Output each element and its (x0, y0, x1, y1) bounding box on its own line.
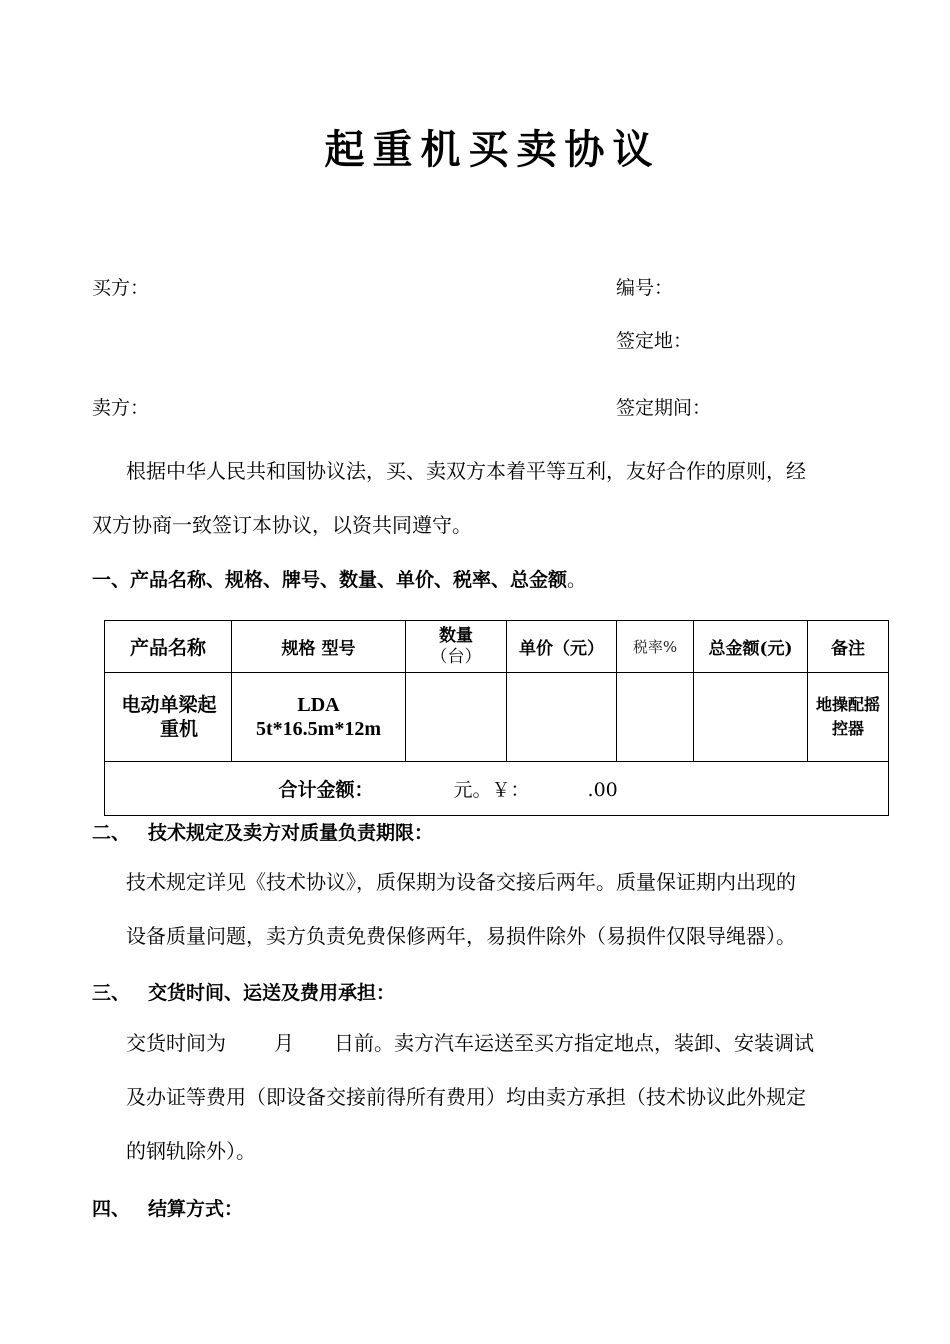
section-1-tail: 。 (567, 569, 587, 591)
section-2-line-2: 设备质量问题，卖方负责免费保修两年，易损件除外（易损件仅限导绳器）。 (126, 924, 796, 948)
section-3-line-2: 及办证等费用（即设备交接前得所有费用）均由卖方承担（技术协议此外规定 (126, 1085, 806, 1109)
document-title: 起重机买卖协议 (324, 126, 661, 173)
model-cell (232, 673, 406, 762)
sign-place-label: 签定地： (616, 330, 693, 352)
total-cell (105, 762, 889, 816)
delivery-time-label: 交货时间为 (126, 1031, 226, 1055)
section-3-line-3: 的钢轨除外）。 (126, 1139, 256, 1163)
section-3-title: 交货时间、运送及费用承担： (148, 982, 396, 1004)
product-name-cell (105, 673, 232, 762)
product-name-line2: 重机 (159, 718, 198, 740)
buyer-label: 买方： (92, 277, 150, 299)
section-3-number: 三、 (92, 982, 131, 1004)
model-line2: 5t*16.5m*12m (256, 718, 381, 740)
section-1-heading (92, 565, 586, 592)
header-unit-price: 单价（元） (507, 621, 617, 673)
header-model: 规格 型号 (232, 621, 406, 673)
header-product-name: 产品名称 (105, 621, 232, 673)
total-cents: .00 (587, 779, 618, 801)
quantity-cell (406, 673, 507, 762)
total-yuan: 元。￥： (453, 779, 530, 801)
unit-price-cell (507, 673, 617, 762)
section-2-title: 技术规定及卖方对质量负责期限： (148, 822, 434, 844)
model-line1: LDA (297, 694, 340, 716)
remark-line2: 控器 (831, 719, 864, 738)
sign-date-label: 签定期间： (616, 397, 712, 419)
tax-rate-cell (617, 673, 694, 762)
table-row (105, 673, 889, 762)
section-4-title: 结算方式： (148, 1198, 244, 1220)
product-table (104, 620, 889, 816)
total-label: 合计金额： (278, 779, 374, 801)
section-2-number: 二、 (92, 822, 131, 844)
seller-label: 卖方： (92, 397, 150, 419)
total-row (105, 762, 889, 816)
total-amount-cell (694, 673, 808, 762)
delivery-month-label: 月 (274, 1031, 294, 1055)
table-header-row (105, 621, 889, 673)
section-3-line-1 (126, 1016, 814, 1070)
intro-line-1: 根据中华人民共和国协议法，买、卖双方本着平等互利，友好合作的原则，经 (126, 459, 806, 483)
header-quantity-line2: （台） (430, 646, 482, 667)
header-quantity (406, 621, 507, 673)
header-tax-rate: 税率% (617, 621, 694, 673)
header-remark: 备注 (808, 621, 889, 673)
delivery-day-text: 日前。卖方汽车运送至买方指定地点，装卸、安装调试 (334, 1031, 814, 1055)
contract-no-label: 编号： (616, 277, 674, 299)
remark-cell (808, 673, 889, 762)
section-4-number: 四、 (92, 1198, 131, 1220)
header-total-amount: 总金额(元) (694, 621, 808, 673)
header-quantity-line1: 数量 (439, 625, 473, 646)
remark-line1: 地操配摇 (815, 695, 880, 714)
section-2-line-1: 技术规定详见《技术协议》，质保期为设备交接后两年。质量保证期内出现的 (126, 870, 796, 894)
section-1-title: 一、产品名称、规格、牌号、数量、单价、税率、总金额 (92, 569, 568, 591)
intro-line-2: 双方协商一致签订本协议，以资共同遵守。 (92, 513, 472, 537)
product-name-line1: 电动单梁起 (121, 694, 217, 716)
